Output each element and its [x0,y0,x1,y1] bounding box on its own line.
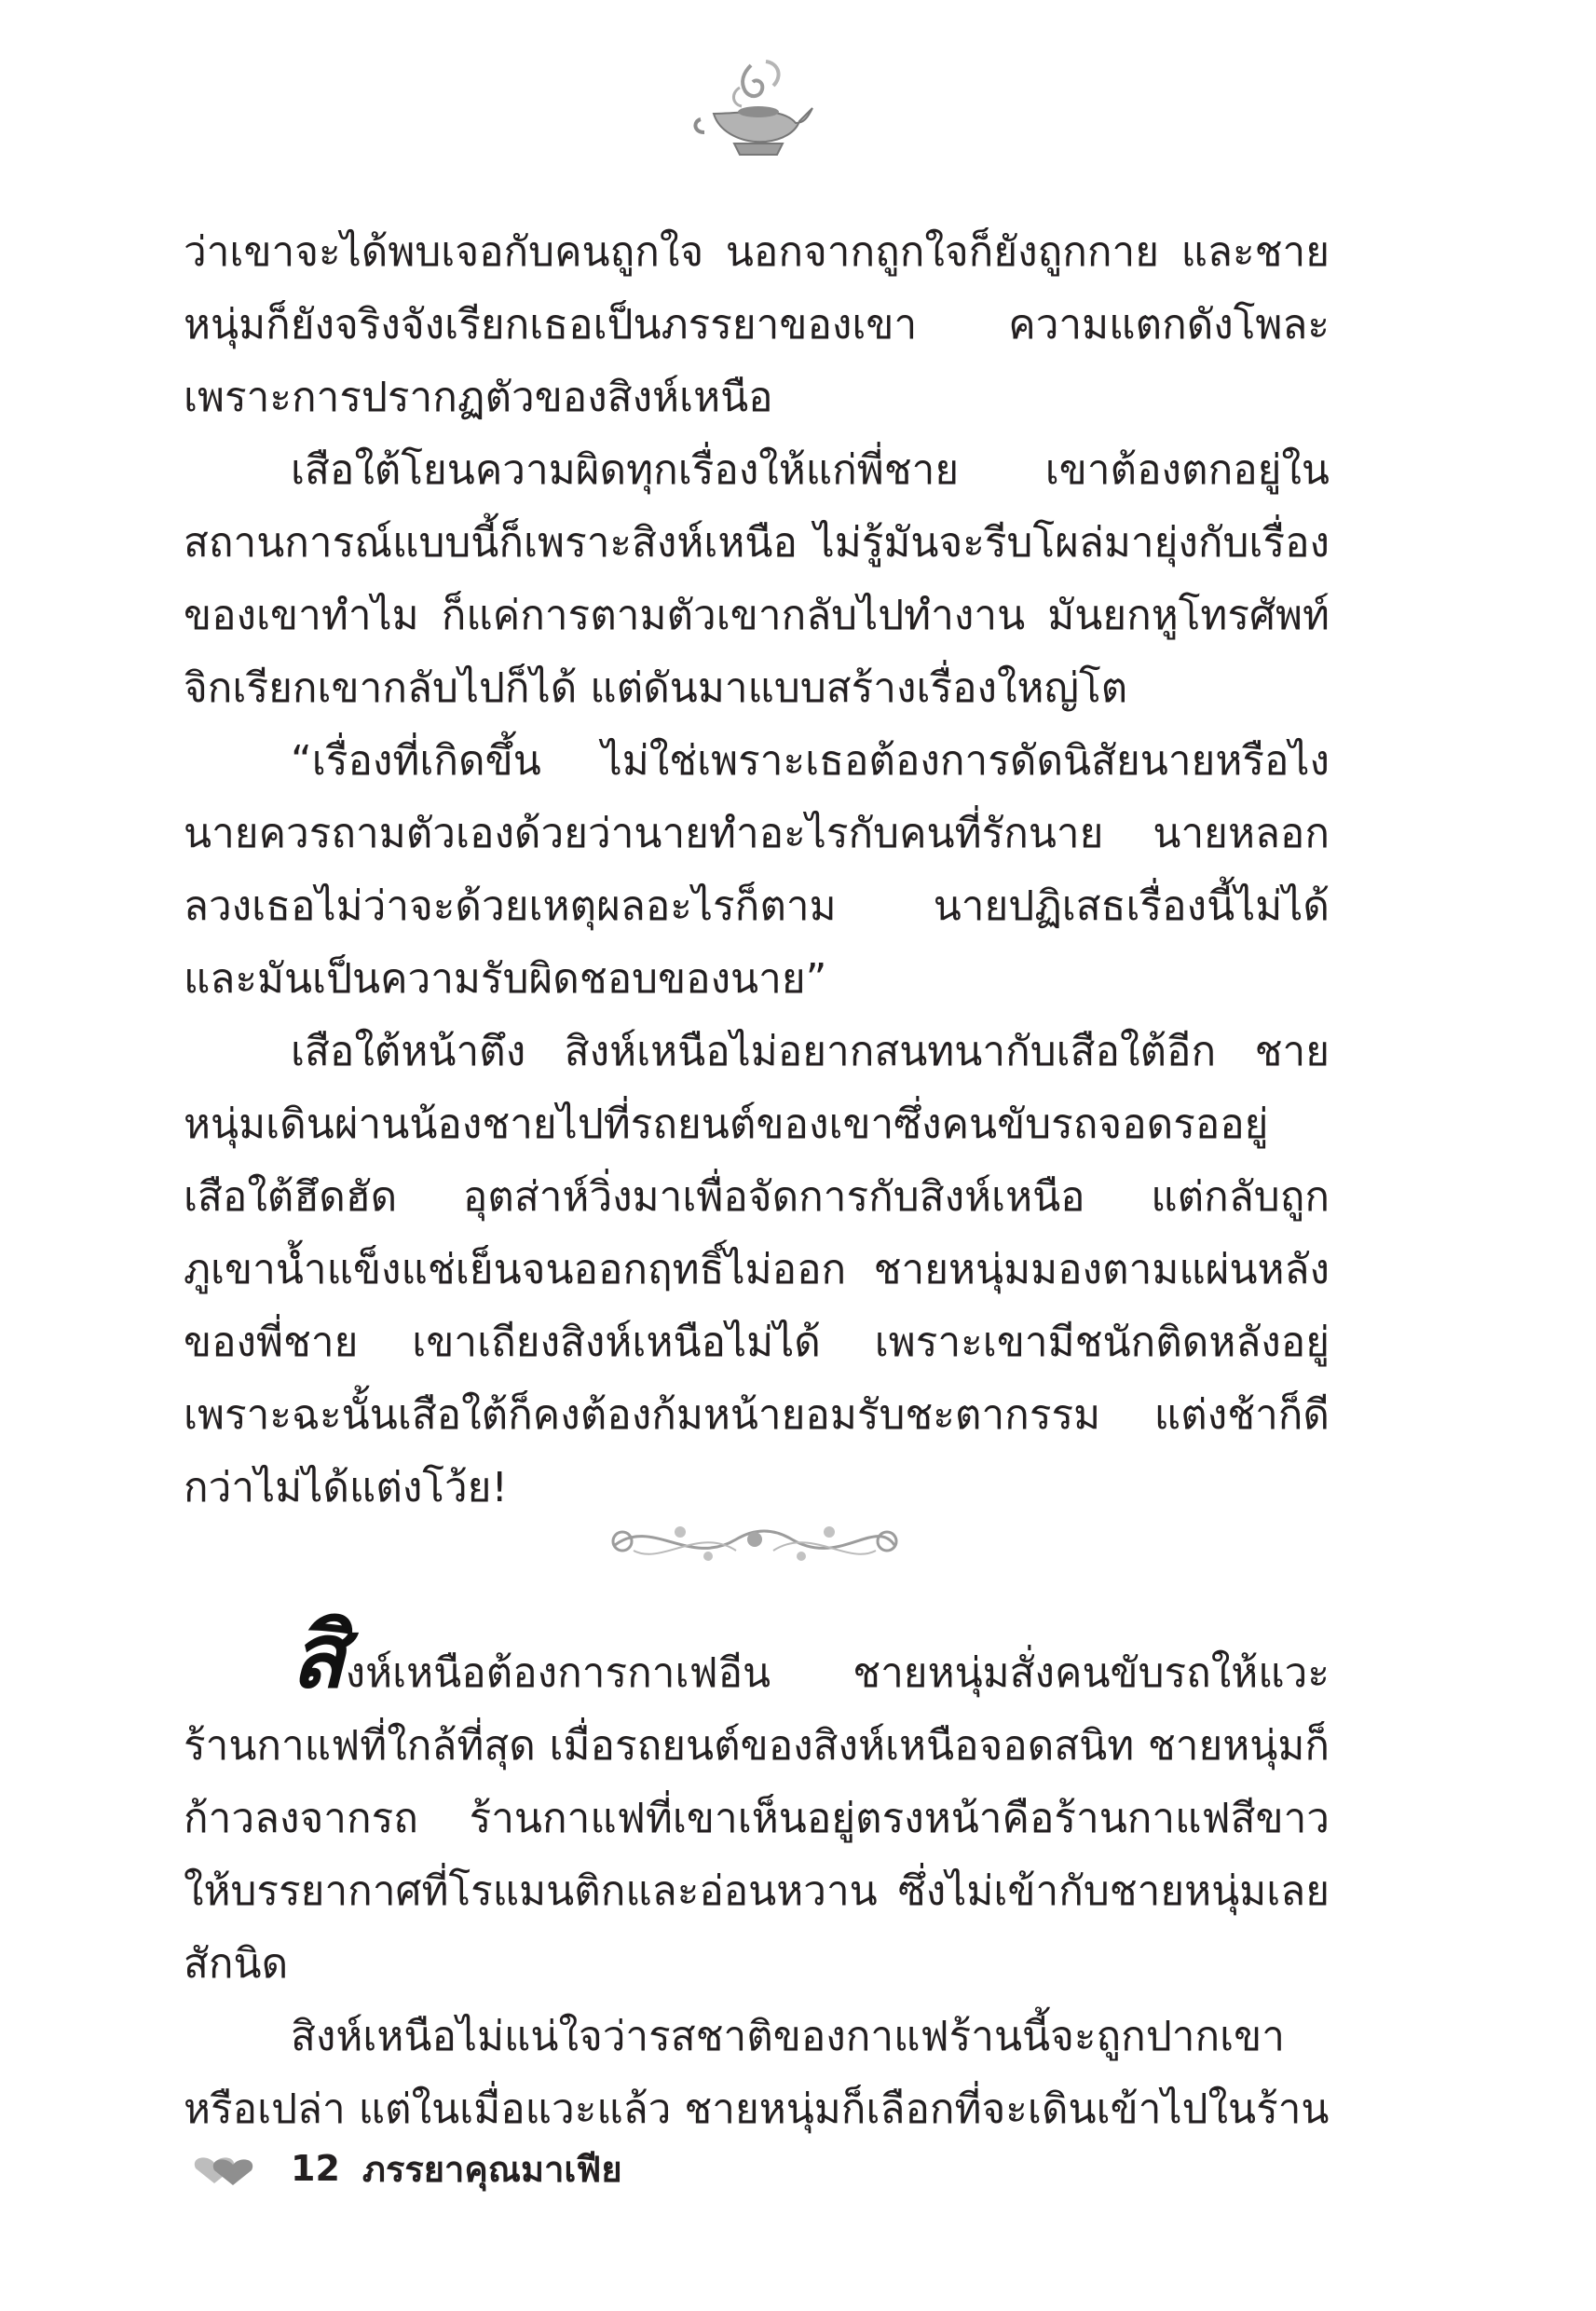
story-section-1 [184,216,1330,1525]
paragraph: ว่าเขาจะได้พบเจอกับคนถูกใจ นอกจากถูกใจก็ยังถูกกาย และชายหนุ่มก็ยังจริงจังเรียกเธอเป็นภรรยาของเขา ความแตกดังโพละ เพราะการปรากฏตัวของสิงห์เหนือ [184,228,1330,421]
book-title: ภรรยาคุณมาเฟีย [361,2148,622,2190]
paragraph: เสือใต้หน้าตึง สิงห์เหนือไม่อยากสนทนากับเสือใต้อีก ชายหนุ่มเดินผ่านน้องชายไปที่รถยนต์ของเขาซึ่งคนขับรถจอดรออยู่ เสือใต้ฮึดฮัด อุตส่าห์วิ่งมาเพื่อจัดการกับสิงห์เหนือ แต่กลับถูกภูเขาน้ำแข็งแช่เย็นจนออกฤทธิ์ไม่ออก ชายหนุ่มมองตามแผ่นหลังของพี่ชาย เขาเถียงสิงห์เหนือไม่ได้ เพราะเขามีชนักติดหลังอยู่ เพราะฉะนั้นเสือใต้ก็คงต้องก้มหน้ายอมรับชะตากรรม แต่งช้าก็ดีกว่าไม่ได้แต่งโว้ย! [184,1028,1330,1511]
story-section-2 [184,1603,1330,2146]
paragraph: “เรื่องที่เกิดขึ้น ไม่ใช่เพราะเธอต้องการดัดนิสัยนายหรือไง นายควรถามตัวเองด้วยว่านายทำอะไรกับคนที่รักนาย นายหลอกลวงเธอไม่ว่าจะด้วยเหตุผลอะไรก็ตาม นายปฏิเสธเรื่องนี้ไม่ได้ และมันเป็นความรับผิดชอบของนาย” [184,737,1330,1003]
genie-lamp-icon [686,54,825,166]
paragraph: สิงห์เหนือไม่แน่ใจว่ารสชาติของกาแฟร้านนี้จะถูกปากเขาหรือเปล่า แต่ในเมื่อแวะแล้ว ชายหนุ่มก็เลือกที่จะเดินเข้าไปในร้าน [184,2013,1330,2133]
page-footer [186,2145,622,2192]
page-number: 12 [291,2148,340,2189]
floral-vine-ornament-icon [596,1508,913,1571]
paragraph [184,1603,1330,2001]
double-heart-icon [186,2150,261,2187]
paragraph-text: งห์เหนือต้องการกาเฟอีน ชายหนุ่มสั่งคนขับรถให้แวะร้านกาแฟที่ใกล้ที่สุด เมื่อรถยนต์ของสิงห์เหนือจอดสนิท ชายหนุ่มก็ก้าวลงจากรถ ร้านกาแฟที่เขาเห็นอยู่ตรงหน้าคือร้านกาแฟสีขาวให้บรรยากาศที่โรแมนติกและอ่อนหวาน ซึ่งไม่เข้ากับชายหนุ่มเลยสักนิด [184,1649,1330,1988]
drop-cap: สิ [291,1603,346,1708]
paragraph: เสือใต้โยนความผิดทุกเรื่องให้แก่พี่ชาย เขาต้องตกอยู่ในสถานการณ์แบบนี้ก็เพราะสิงห์เหนือ ไม่รู้มันจะรีบโผล่มายุ่งกับเรื่องของเขาทำไม ก็แค่การตามตัวเขากลับไปทำงาน มันยกหูโทรศัพท์จิกเรียกเขากลับไปก็ได้ แต่ดันมาแบบสร้างเรื่องใหญ่โต [184,446,1330,712]
